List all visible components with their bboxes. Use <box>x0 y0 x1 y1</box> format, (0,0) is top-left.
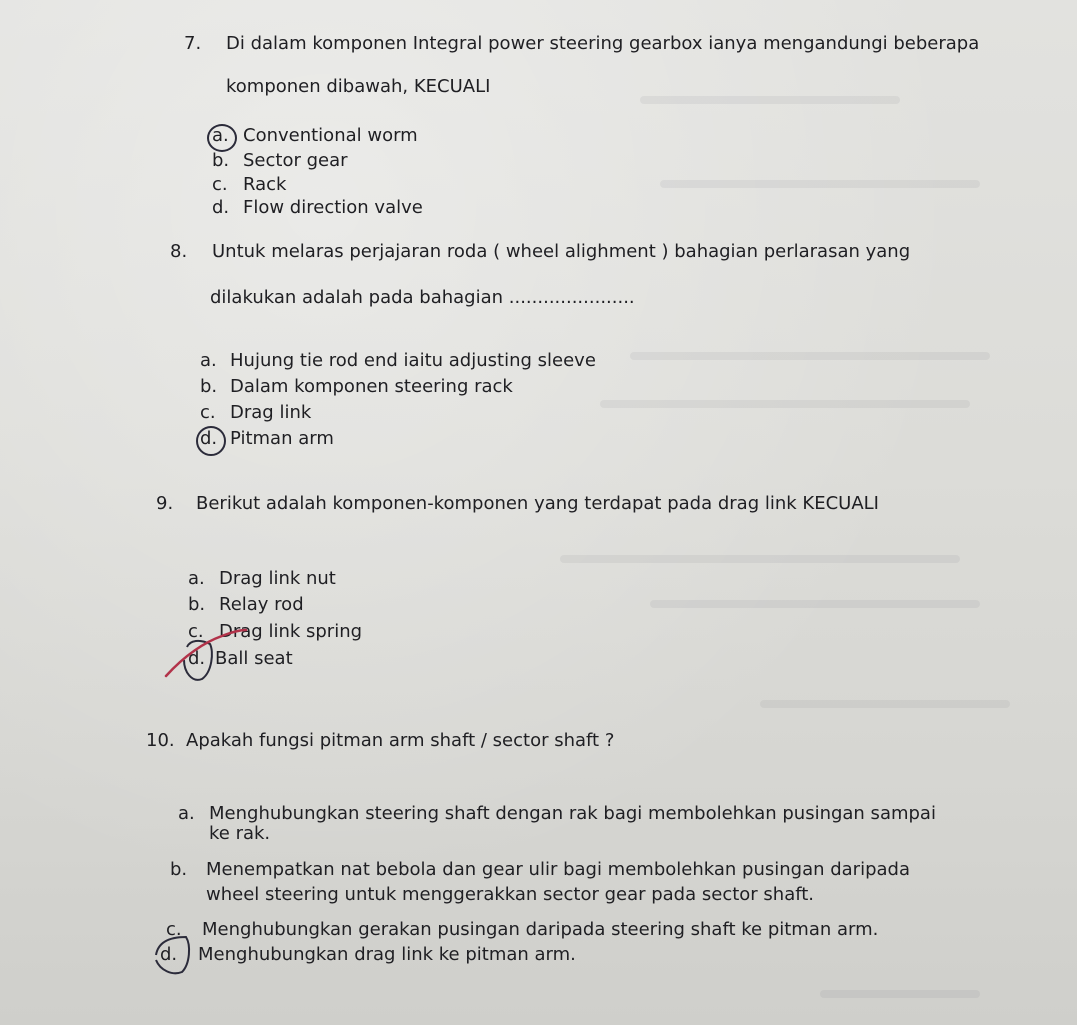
option-letter: c. <box>212 174 228 195</box>
option-letter: a. <box>188 568 205 589</box>
question-number: 9. <box>156 493 174 514</box>
question-text: Untuk melaras perjajaran roda ( wheel alighment ) bahagian perlarasan yang <box>212 241 911 262</box>
option-text: Flow direction valve <box>243 197 423 218</box>
option-letter: b. <box>188 594 206 615</box>
option-text: wheel steering untuk menggerakkan sector gear pada sector shaft. <box>206 884 815 905</box>
question-text: dilakukan adalah pada bahagian ...................... <box>210 287 635 308</box>
option-letter: a. <box>178 803 195 824</box>
option-text: Menghubungkan drag link ke pitman arm. <box>198 944 576 965</box>
option-letter: c. <box>200 402 216 423</box>
option-letter: d. <box>200 428 218 449</box>
question-text: komponen dibawah, KECUALI <box>226 76 491 97</box>
option-text: Pitman arm <box>230 428 334 449</box>
option-text: Relay rod <box>219 594 304 615</box>
option-text: Menempatkan nat bebola dan gear ulir bagi membolehkan pusingan daripada <box>206 859 910 880</box>
question-text: Di dalam komponen Integral power steering gearbox ianya mengandungi beberapa <box>226 33 980 54</box>
option-text: Drag link spring <box>219 621 363 642</box>
option-letter: d. <box>188 648 206 669</box>
option-text: Drag link nut <box>219 568 336 589</box>
option-text: Rack <box>243 174 287 195</box>
option-letter: b. <box>170 859 188 880</box>
option-text: Sector gear <box>243 150 348 171</box>
option-text: Drag link <box>230 402 312 423</box>
option-text: Ball seat <box>215 648 293 669</box>
option-text: Hujung tie rod end iaitu adjusting sleeve <box>230 350 596 371</box>
option-text: Menghubungkan gerakan pusingan daripada steering shaft ke pitman arm. <box>202 919 879 940</box>
red-pen-stroke <box>166 630 246 676</box>
option-text: Dalam komponen steering rack <box>230 376 513 397</box>
question-number: 7. <box>184 33 202 54</box>
question-text: Apakah fungsi pitman arm shaft / sector shaft ? <box>186 730 615 751</box>
question-number: 10. <box>146 730 175 751</box>
option-letter: d. <box>212 197 230 218</box>
answer-circle-mark <box>156 937 189 973</box>
option-letter: a. <box>200 350 217 371</box>
option-letter: b. <box>200 376 218 397</box>
option-letter: d. <box>160 944 178 965</box>
option-text: Conventional worm <box>243 125 418 146</box>
option-text: ke rak. <box>209 823 271 844</box>
question-text: Berikut adalah komponen-komponen yang terdapat pada drag link KECUALI <box>196 493 879 514</box>
option-letter: c. <box>166 919 182 940</box>
option-letter: b. <box>212 150 230 171</box>
question-number: 8. <box>170 241 188 262</box>
option-text: Menghubungkan steering shaft dengan rak bagi membolehkan pusingan sampai <box>209 803 936 824</box>
option-letter: c. <box>188 621 204 642</box>
option-letter: a. <box>212 125 229 146</box>
